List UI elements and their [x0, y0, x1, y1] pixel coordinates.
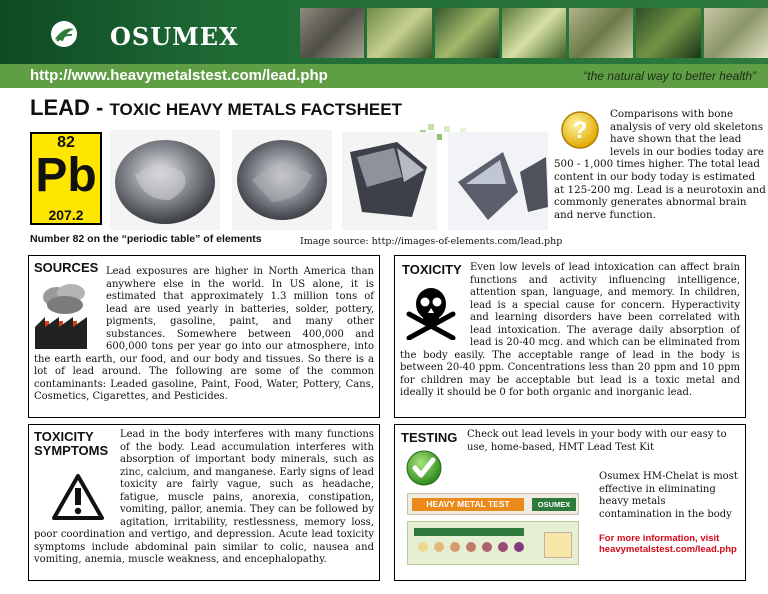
title-main: LEAD -	[30, 95, 110, 120]
more-info-link[interactable]: For more information, visit heavymetalstest.com/lead.php	[599, 533, 737, 555]
svg-text:?: ?	[572, 117, 588, 144]
title-sub: TOXIC HEAVY METALS FACTSHEET	[109, 100, 402, 119]
lead-sample-image	[232, 130, 332, 230]
element-symbol: Pb	[35, 149, 97, 202]
factory-pollution-icon	[35, 283, 95, 349]
sources-text: Lead exposures are higher in North America than anywhere else in the world. In US alone, it is estimated that approximately 1.3 million tons of lead are used yearly in batteries, solder, pottery, pigments, gasoline, paint, and many other substances. Somewhere between 400,000 and 600,000 tons per year go into our atmosphere, into the earth earth, our food, and our body and tissues. So there is a lot of lead around. The following are some of the common contaminants: Leaded gasoline, Paint, Food, Water, Pottery, Cans, Cosmetics, Cigarettes, and Pesticides.	[34, 266, 374, 402]
symptoms-heading: TOXICITY SYMPTOMS	[34, 429, 109, 458]
tagline: “the natural way to better health”	[583, 69, 756, 83]
testing-text: Check out lead levels in your body with our easy to use, home-based, HMT Lead Test Kit	[467, 429, 727, 453]
sources-panel	[28, 255, 380, 418]
color-scale	[418, 542, 524, 552]
warning-triangle-icon	[51, 473, 105, 521]
skull-crossbones-icon	[403, 284, 459, 340]
test-strip-card	[407, 521, 579, 565]
site-url-link[interactable]: http://www.heavymetalstest.com/lead.php	[30, 67, 328, 84]
product-text: Osumex HM-Chelat is most effective in eliminating heavy metals contamination in the body	[599, 471, 738, 520]
toxicity-heading: TOXICITY	[402, 262, 462, 277]
brand-name: OSUMEX	[110, 22, 239, 51]
testing-panel	[394, 424, 746, 581]
test-kit-box	[407, 493, 579, 515]
sources-heading: SOURCES	[34, 260, 99, 275]
osumex-logo-icon	[50, 20, 78, 48]
lead-sample-image	[448, 132, 548, 230]
lead-sample-image	[110, 130, 220, 230]
checkmark-icon	[405, 449, 443, 487]
element-caption: Number 82 on the “periodic table” of elements	[30, 233, 262, 245]
periodic-element-box	[30, 132, 102, 225]
testing-heading: TESTING	[401, 430, 458, 445]
header-banner	[0, 0, 768, 64]
toxicity-text: Even low levels of lead intoxication can affect brain functions and activity influencing intelligence, attention span, language, and memory. In children, lead is a special cause for concern. Hyperactivity and learning disorders have been correlated with lead intoxication. The average daily absorption of lead is 20-40 mcg. and which can be eliminated from the body easily. The acceptable range of lead in the body is between 20-40 ppm. Concentrations less than 20 ppm and 10 ppm for children may be acceptable but lead is a toxic metal and ideally it should be 0 for both organic and inorganic lead.	[400, 262, 740, 398]
header-photo-strip	[300, 8, 768, 58]
lead-sample-image	[342, 132, 437, 230]
symptoms-panel	[28, 424, 380, 581]
atomic-mass: 207.2	[48, 207, 84, 223]
kit-label: HEAVY METAL TEST	[412, 498, 524, 511]
toxicity-panel	[394, 255, 746, 418]
atomic-number: 82	[57, 134, 75, 151]
symptoms-text: Lead in the body interferes with many functions of the body. Lead accumulation interferes with absorption of important body minerals, such as zinc, calcium, and manganese. Early signs of lead toxicity are fairly vague, such as headache, fatigue, muscle pains, anorexia, constipation, vomiting, pallor, anemia. They can be followed by agitation, irritability, restlessness, memory loss, poor coordination and vertigo, and depression. Acute lead toxicity symptoms include abdominal pain similar to colic, nausea and vomiting, anemia, muscle weakness, and encephalopathy.	[34, 429, 374, 565]
intro-paragraph	[554, 108, 768, 221]
page-title	[30, 95, 402, 121]
kit-brand: OSUMEX	[532, 498, 576, 511]
image-source-caption: Image source: http://images-of-elements.com/lead.php	[300, 236, 563, 247]
intro-text: Comparisons with bone analysis of very old skeletons have shown that the lead levels in our bodies today are 500 - 1,000 times higher. The total lead content in our body today is estimated at 125-200 mg. Lead is a neurotoxin and commonly generates abnormal brain and nerve function.	[554, 108, 766, 221]
url-bar	[0, 64, 768, 88]
